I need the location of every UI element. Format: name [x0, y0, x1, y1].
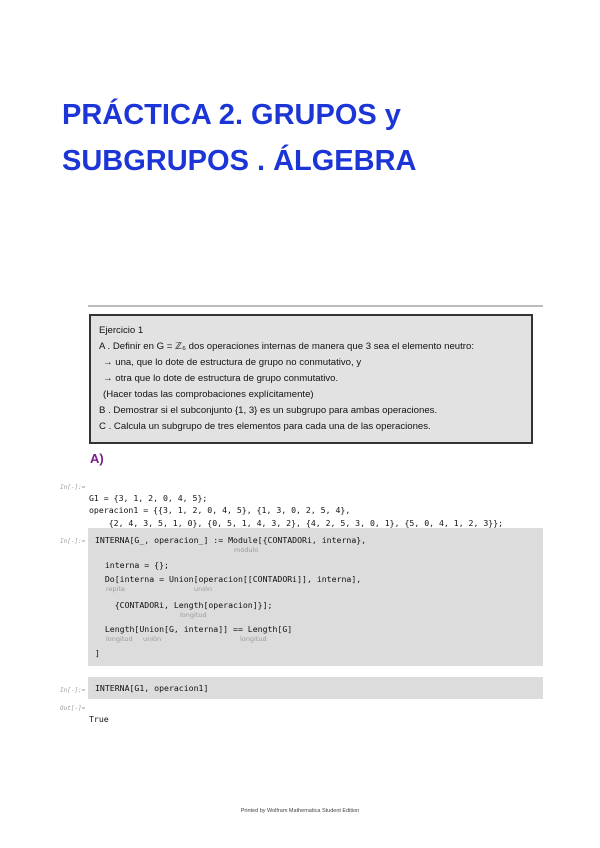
input-label: In[-]:= — [60, 687, 86, 694]
code-line: operacion1 = {{3, 1, 2, 0, 4, 5}, {1, 3, 0, 2, 5, 4}, — [89, 505, 351, 515]
code-line: G1 = {3, 1, 2, 0, 4, 5}; — [89, 492, 208, 503]
exercise-heading: Ejercicio 1 — [99, 325, 144, 336]
code-hint: longitud — [180, 611, 207, 619]
code-hint: longitud — [106, 635, 133, 643]
output-label: Out[-]= — [60, 705, 86, 712]
exercise-line: → otra que lo dote de estructura de grupo conmutativo. — [103, 373, 339, 384]
title-line-2: SUBGRUPOS . ÁLGEBRA — [62, 145, 417, 177]
title-line-1: PRÁCTICA 2. GRUPOS y — [62, 99, 401, 131]
exercise-line: A . Definir en G = ℤ₆ dos operaciones internas de manera que 3 sea el elemento neutro: — [99, 341, 474, 352]
output-cell: True — [89, 714, 109, 724]
section-heading-a: A) — [90, 451, 104, 466]
exercise-line: B . Demostrar si el subconjunto {1, 3} es un subgrupo para ambas operaciones. — [99, 405, 438, 416]
code-line: interna = {}; — [95, 560, 169, 570]
input-cell-3[interactable] — [88, 677, 543, 699]
exercise-line: → una, que lo dote de estructura de grupo no conmutativo, y — [103, 357, 362, 368]
code-line: INTERNA[G_, operacion_] := Module[{CONTADORi, interna}, — [95, 535, 367, 545]
exercise-line: (Hacer todas las comprobaciones explícitamente) — [103, 389, 314, 400]
code-line: INTERNA[G1, operacion1] — [95, 683, 209, 693]
footer-note: Printed by Wolfram Mathematica Student Edition — [240, 808, 360, 814]
code-hint: unión — [194, 585, 213, 593]
code-line: {2, 4, 3, 5, 1, 0}, {0, 5, 1, 4, 3, 2}, {4, 2, 5, 3, 0, 1}, {5, 0, 4, 1, 2, 3}}; — [89, 517, 504, 528]
input-label: In[-]:= — [60, 538, 86, 545]
code-line: Length[Union[G, interna]] == Length[G] — [95, 624, 293, 634]
exercise-box — [89, 314, 533, 444]
code-hint: repite — [106, 585, 126, 593]
code-line: Do[interna = Union[operacion[[CONTADORi]], interna], — [95, 574, 362, 584]
input-label: In[-]:= — [60, 484, 86, 491]
section-divider — [88, 305, 543, 307]
document-title — [62, 92, 582, 184]
code-hint: módulo — [234, 546, 259, 554]
code-hint: longitud — [240, 635, 267, 643]
code-line: ] — [95, 648, 100, 658]
input-cell-2[interactable] — [88, 528, 543, 666]
code-hint: unión — [143, 635, 162, 643]
input-cell-1[interactable] — [89, 479, 503, 529]
code-line: {CONTADORi, Length[operacion]}]; — [95, 600, 273, 610]
exercise-line: C . Calcula un subgrupo de tres elementos para cada una de las operaciones. — [99, 421, 431, 432]
